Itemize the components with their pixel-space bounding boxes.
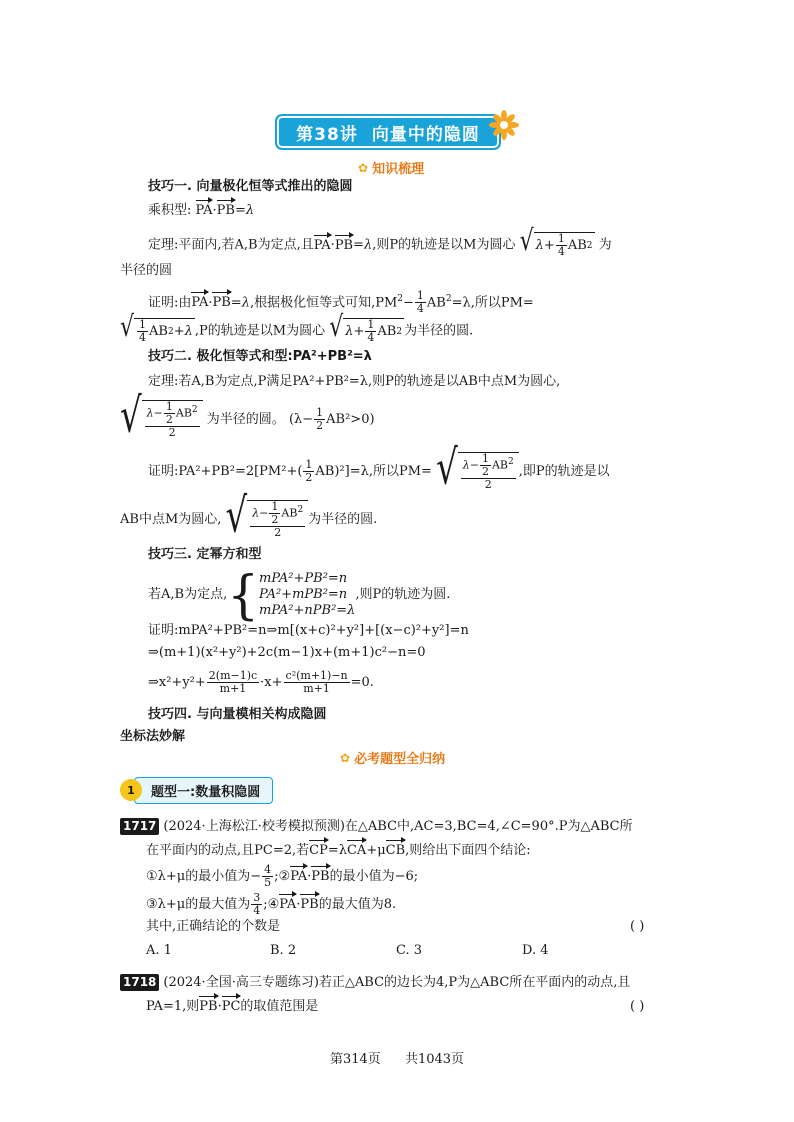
choice-d: D. 4	[522, 943, 549, 958]
problem-1717-question: 其中,正确结论的个数是	[146, 919, 281, 934]
tip1-proof: 证明:由PA·PB=λ,根据极化恒等式可知$,PM^2-$ $\frac{1}{4}$ $AB^2=\lambda$,所以PM=	[148, 289, 534, 316]
section-types: ✿ 必考题型全归纳	[340, 750, 446, 767]
tip1-theorem: 定理:平面内,若A,B为定点,且PA·PB=λ,则P的轨迹是以M为圆心 √ λ + $\frac{1}{4}$ AB 2 为	[148, 225, 612, 258]
choice-c: C. 3	[396, 943, 423, 958]
tip2-heading: 技巧二. 极化恒等式和型:PA²+PB²=λ	[148, 349, 372, 364]
choice-b: B. 2	[270, 943, 297, 958]
page-number: 第314页	[329, 1052, 381, 1067]
brace-icon: {	[227, 564, 260, 626]
problem-number: 1717	[120, 818, 159, 835]
tip2-proof: 证明:PA²+PB²=2[PM²+( $\frac{1}{2}$ AB)²]=λ,所以PM= √ λ− $\frac{1}{2}$ $AB^2$ 2 ,即P的轨迹是以	[148, 440, 610, 496]
section-knowledge: ✿ 知识梳理	[358, 160, 425, 177]
problem-1717-line2: 在平面内的动点,且PC=2,若CP=λCA+μCB,则给出下面四个结论:	[146, 843, 531, 858]
type-number-badge: 1	[120, 779, 142, 801]
tip3-condition: 若A,B为定点, { mPA²+PB²=n PA²+mPB²=n mPA²+nPB²=λ ,则P的轨迹为圆.	[148, 564, 451, 626]
star-icon: ✿	[340, 750, 351, 765]
tip3-proof-line2: ⇒(m+1)(x²+y²)+2c(m−1)x+(m+1)c²−n=0	[148, 645, 426, 660]
answer-bracket: ( )	[630, 919, 645, 934]
choice-a: A. 1	[146, 943, 172, 958]
tip1-heading: 技巧一. 向量极化恒等式推出的隐圆	[148, 179, 353, 194]
tip2-theorem-cont: √ λ− $\frac{1}{2}$ $AB^2$ 2 为半径的圆。 (λ− $\frac{1}{2}$ AB²>0)	[120, 388, 375, 444]
lecture-topic: 向量中的隐圆	[371, 124, 480, 145]
radical: √ λ + $\frac{1}{4}$ AB 2	[519, 225, 593, 258]
problem-1718-line1: 1718 (2024·全国·高三专题练习)若正△ABC的边长为4,P为△ABC所在平面内的动点,且	[120, 974, 630, 992]
page-total: 共1043页	[404, 1052, 465, 1067]
tip3-proof-line3: ⇒x²+y²+ $\frac{2(m-1)c}{m+1}$ ·x+ $\frac{\text{c²(m+1)−n}}{m+1}$ =0.	[148, 669, 374, 695]
tip3-heading: 技巧三. 定幂方和型	[148, 547, 262, 562]
tip1-type: 乘积型: PA·PB=λ	[148, 203, 255, 218]
lecture-number: 第38讲	[296, 124, 358, 145]
problem-number: 1718	[120, 974, 159, 991]
problem-1717-opt2: ③λ+μ的最大值为 $\frac{3}{4}$ ;④PA·PB的最大值为8.	[146, 891, 397, 917]
flower-icon	[489, 110, 519, 140]
problem-1717-opt1: ①λ+μ的最小值为− $\frac{4}{5}$ ;②PA·PB的最小值为−6;	[146, 863, 419, 889]
tip2-theorem: 定理:若A,B为定点,P满足PA²+PB²=λ,则P的轨迹是以AB中点M为圆心,	[148, 374, 561, 389]
page-footer	[0, 1048, 794, 1067]
tip1-theorem-cont: 半径的圆	[120, 263, 173, 278]
tip2-proof-cont: AB中点M为圆心, √ λ− $\frac{1}{2}$ $AB^2$ 2 为半径的圆.	[120, 488, 378, 544]
answer-bracket: ( )	[630, 999, 645, 1014]
problem-1717-line1: 1717 (2024·上海松江·校考模拟预测)在△ABC中,AC=3,BC=4,∠C=90°.P为△ABC所	[120, 818, 633, 836]
tip1-proof-cont: √ $\frac{1}{4}$ AB 2 + λ ,P的轨迹是以M为圆心 √ λ + $\frac{1}{4}$ AB 2 为半径的圆.	[120, 311, 474, 344]
type-label: 题型一:数量积隐圆	[134, 777, 273, 804]
lecture-title-banner	[275, 110, 520, 152]
tip4-heading: 技巧四. 与向量模相关构成隐圆	[148, 707, 327, 722]
equation-system: mPA²+PB²=n PA²+mPB²=n mPA²+nPB²=λ	[259, 571, 356, 618]
star-icon: ✿	[358, 160, 369, 175]
lecture-title	[275, 114, 501, 150]
coord-method: 坐标法妙解	[120, 729, 186, 744]
tip3-proof-line1: 证明:mPA²+PB²=n⇒m[(x+c)²+y²]+[(x−c)²+y²]=n	[148, 623, 469, 638]
problem-1718-line2: PA=1,则PB·PC的取值范围是	[146, 999, 319, 1014]
type-band	[120, 778, 273, 802]
